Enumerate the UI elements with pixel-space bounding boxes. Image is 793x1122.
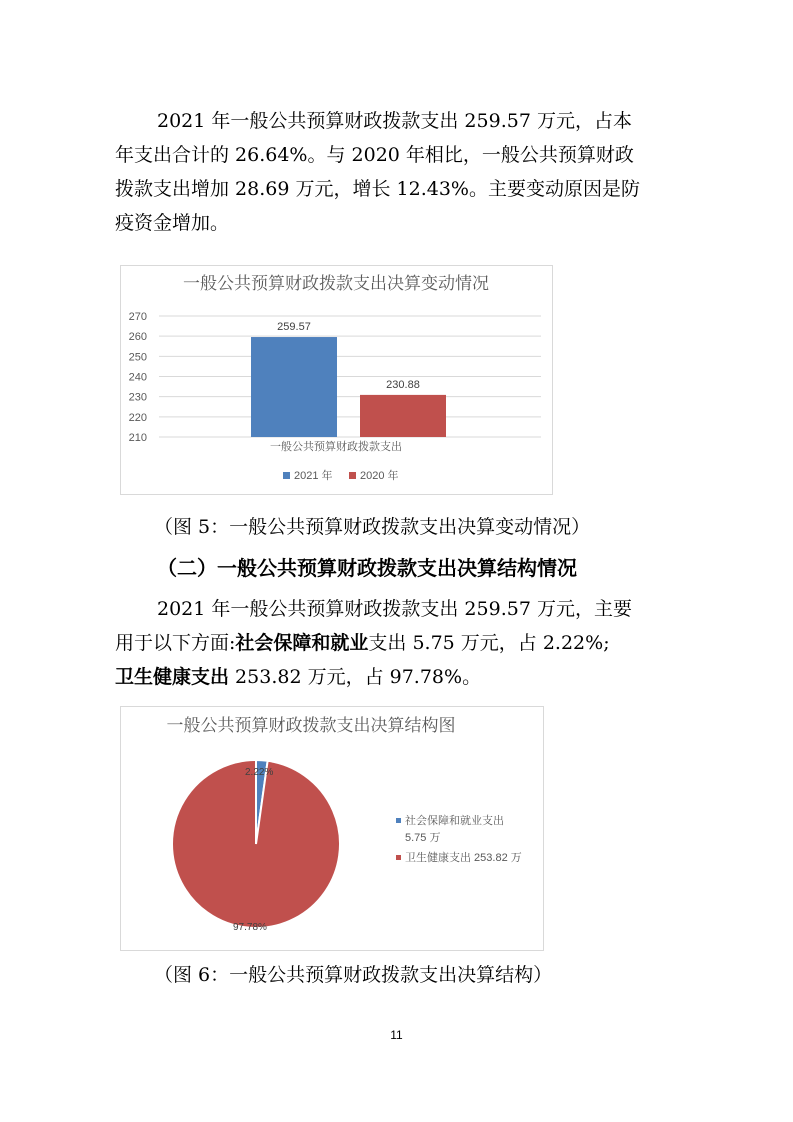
bold-term-social-security: 社会保障和就业 [235, 632, 369, 654]
y-tick-label: 240 [128, 371, 147, 384]
paragraph-expenditure-structure [115, 592, 685, 694]
y-tick-label: 220 [128, 411, 147, 424]
bold-term-health: 卫生健康支出 [115, 666, 230, 688]
y-tick-label: 260 [128, 331, 147, 344]
x-category-label: 一般公共预算财政拨款支出 [270, 441, 402, 453]
legend-swatch [349, 472, 356, 479]
text-line: 疫资金增加。 [115, 212, 230, 234]
y-tick-label: 210 [128, 432, 147, 444]
text-segment: 253.82 万元，占 97.78%。 [229, 666, 482, 688]
legend-label: 卫生健康支出 253.82 万 [405, 852, 522, 864]
text-line [115, 660, 685, 694]
slice-percent-label: 2.22% [245, 767, 274, 778]
text-line: 拨款支出增加 28.69 万元，增长 12.43%。主要变动原因是防 [115, 178, 640, 200]
figure-caption-5: （图 5：一般公共预算财政拨款支出决算变动情况） [154, 516, 591, 538]
pie-slice-health [172, 760, 340, 928]
legend-label: 社会保障和就业支出 [405, 815, 504, 827]
pie-chart-box [120, 706, 544, 951]
y-tick-label: 270 [128, 311, 147, 323]
section-heading: （二）一般公共预算财政拨款支出决算结构情况 [157, 556, 577, 580]
pie-chart [121, 707, 543, 950]
legend-swatch [396, 818, 401, 823]
text-line: 2021 年一般公共预算财政拨款支出 259.57 万元，占本 [157, 110, 632, 132]
slice-percent-label: 97.78% [233, 922, 267, 933]
text-line [115, 626, 685, 660]
chart-title: 一般公共预算财政拨款支出决算变动情况 [183, 274, 489, 293]
legend-label: 5.75 万 [405, 832, 441, 844]
legend-label: 2021 年 [294, 470, 333, 482]
bar-chart-box [120, 265, 553, 495]
y-tick-label: 250 [128, 351, 147, 364]
text-segment: 支出 5.75 万元，占 2.22%; [368, 632, 610, 654]
data-label: 230.88 [386, 378, 420, 391]
text-line: 年支出合计的 26.64%。与 2020 年相比，一般公共预算财政 [115, 144, 634, 166]
text-segment: 用于以下方面: [115, 632, 236, 654]
data-label: 259.57 [277, 321, 311, 334]
bar-chart [121, 266, 552, 494]
legend-label: 2020 年 [360, 470, 399, 482]
legend-swatch [396, 855, 401, 860]
page-number: 11 [390, 1028, 403, 1042]
bar-2020 [360, 395, 446, 437]
text-line: 2021 年一般公共预算财政拨款支出 259.57 万元，主要 [157, 598, 632, 620]
figure-caption-6: （图 6：一般公共预算财政拨款支出决算结构） [154, 964, 553, 986]
chart-title: 一般公共预算财政拨款支出决算结构图 [166, 716, 456, 735]
y-tick-label: 230 [128, 391, 147, 404]
paragraph-expenditure-change [115, 104, 685, 240]
legend-swatch [283, 472, 290, 479]
bar-2021 [251, 337, 337, 437]
